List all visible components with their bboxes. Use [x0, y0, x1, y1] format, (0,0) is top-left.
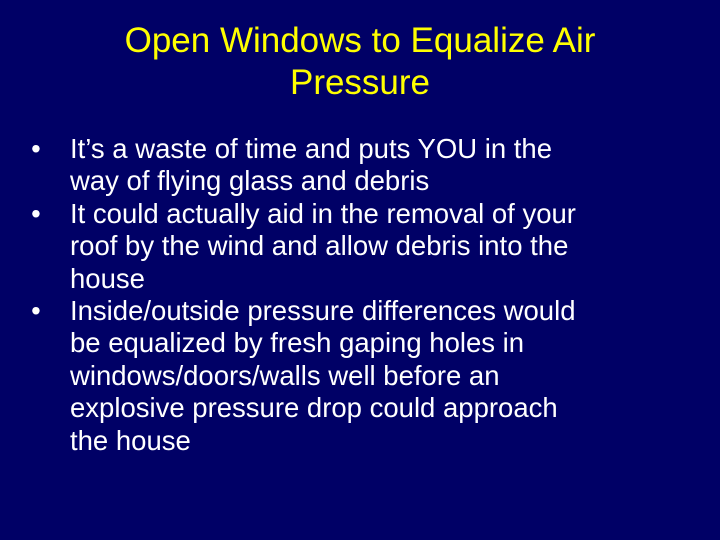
- slide-title-line: Pressure: [289, 63, 431, 102]
- bullet-item: [26, 133, 706, 198]
- bullet-text-line: It’s a waste of time and puts YOU in the: [70, 133, 553, 164]
- bullet-item: [26, 198, 706, 295]
- bullet-text-line: be equalized by fresh gaping holes in: [70, 327, 525, 359]
- bullet-text-line: explosive pressure drop could approach: [70, 392, 558, 424]
- bullet-text-line: house: [70, 262, 145, 294]
- bullet-item: [26, 295, 706, 457]
- bullet-text-line: the house: [70, 424, 191, 456]
- bullet-list: [26, 133, 706, 457]
- bullet-text-line: way of flying glass and debris: [70, 165, 430, 197]
- bullet-dot-icon: •: [31, 133, 41, 164]
- bullet-text-line: windows/doors/walls well before an: [70, 359, 500, 391]
- bullet-text-line: roof by the wind and allow debris into the: [70, 230, 569, 262]
- slide-title-line: Open Windows to Equalize Air: [124, 21, 596, 60]
- bullet-dot-icon: •: [31, 197, 41, 229]
- bullet-text-line: It could actually aid in the removal of your: [70, 197, 576, 229]
- bullet-text-line: Inside/outside pressure differences would: [70, 295, 576, 327]
- bullet-dot-icon: •: [31, 295, 41, 327]
- slide-title: [40, 20, 680, 104]
